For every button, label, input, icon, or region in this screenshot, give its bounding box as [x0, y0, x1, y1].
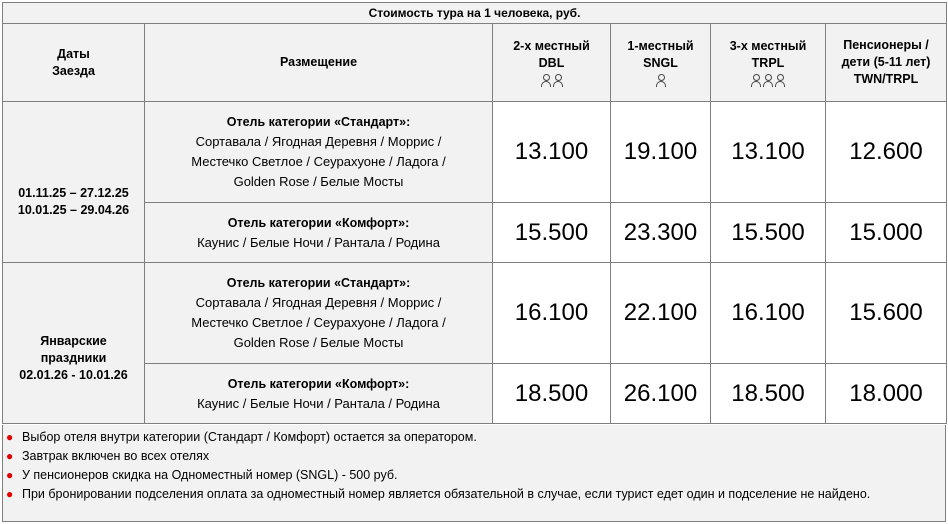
bullet-icon: ● [6, 468, 14, 482]
one-person-icon [611, 74, 710, 88]
price-dbl: 15.500 [493, 203, 611, 263]
header-pensioners: Пенсионеры / дети (5-11 лет) TWN/TRPL [826, 24, 947, 102]
price-trpl: 13.100 [711, 102, 826, 203]
list-item: ● Выбор отеля внутри категории (Стандарт / Комфорт) остается за оператором. [3, 428, 945, 447]
price-sngl: 23.300 [611, 203, 711, 263]
price-table [2, 2, 947, 424]
period-dates: Январские праздники 02.01.26 - 10.01.26 [3, 263, 145, 424]
hotel-cell: Отель категории «Комфорт»: Каунис / Белые Ночи / Рантала / Родина [145, 203, 493, 263]
price-pensioners: 18.000 [826, 364, 947, 424]
price-sngl: 19.100 [611, 102, 711, 203]
bullet-icon: ● [6, 430, 14, 444]
price-pensioners: 15.000 [826, 203, 947, 263]
price-pensioners: 15.600 [826, 263, 947, 364]
list-item: ● У пенсионеров скидка на Одноместный номер (SNGL) - 500 руб. [3, 466, 945, 485]
price-trpl: 15.500 [711, 203, 826, 263]
list-item: ● Завтрак включен во всех отелях [3, 447, 945, 466]
table-row [3, 102, 947, 203]
hotel-category: Отель категории «Комфорт»: [227, 215, 410, 230]
header-dbl: 2-х местный DBL [493, 24, 611, 102]
period-dates: 01.11.25 – 27.12.25 10.01.25 – 29.04.26 [3, 102, 145, 263]
two-persons-icon [493, 74, 610, 88]
table-row [3, 263, 947, 364]
hotel-category: Отель категории «Комфорт»: [227, 376, 410, 391]
header-trpl: 3-х местный TRPL [711, 24, 826, 102]
hotel-cell: Отель категории «Комфорт»: Каунис / Белые Ночи / Рантала / Родина [145, 364, 493, 424]
header-sngl: 1-местный SNGL [611, 24, 711, 102]
hotel-cell: Отель категории «Стандарт»: Сортавала / Ягодная Деревня / Моррис / Местечко Светлое / Сеурахуоне / Ладога / Golden Rose / Белые Мосты [145, 263, 493, 364]
list-item: ● При бронировании подселения оплата за одноместный номер является обязательной в случае, если турист едет один и подселение не найдено. [3, 485, 945, 504]
price-pensioners: 12.600 [826, 102, 947, 203]
three-persons-icon [711, 74, 825, 88]
price-dbl: 16.100 [493, 263, 611, 364]
notes-box [2, 425, 946, 522]
price-trpl: 18.500 [711, 364, 826, 424]
table-row [3, 203, 947, 263]
hotel-category: Отель категории «Стандарт»: [226, 276, 411, 290]
hotel-cell: Отель категории «Стандарт»: Сортавала / Ягодная Деревня / Моррис / Местечко Светлое / Сеурахуоне / Ладога / Golden Rose / Белые Мосты [145, 102, 493, 203]
price-sngl: 22.100 [611, 263, 711, 364]
price-dbl: 18.500 [493, 364, 611, 424]
header-dates: Даты Заезда [3, 24, 145, 102]
table-title: Стоимость тура на 1 человека, руб. [3, 3, 947, 24]
bullet-icon: ● [6, 449, 14, 463]
header-placement: Размещение [145, 24, 493, 102]
hotel-category: Отель категории «Стандарт»: [226, 115, 411, 129]
price-dbl: 13.100 [493, 102, 611, 203]
price-trpl: 16.100 [711, 263, 826, 364]
table-row [3, 364, 947, 424]
price-sngl: 26.100 [611, 364, 711, 424]
bullet-icon: ● [6, 487, 14, 501]
